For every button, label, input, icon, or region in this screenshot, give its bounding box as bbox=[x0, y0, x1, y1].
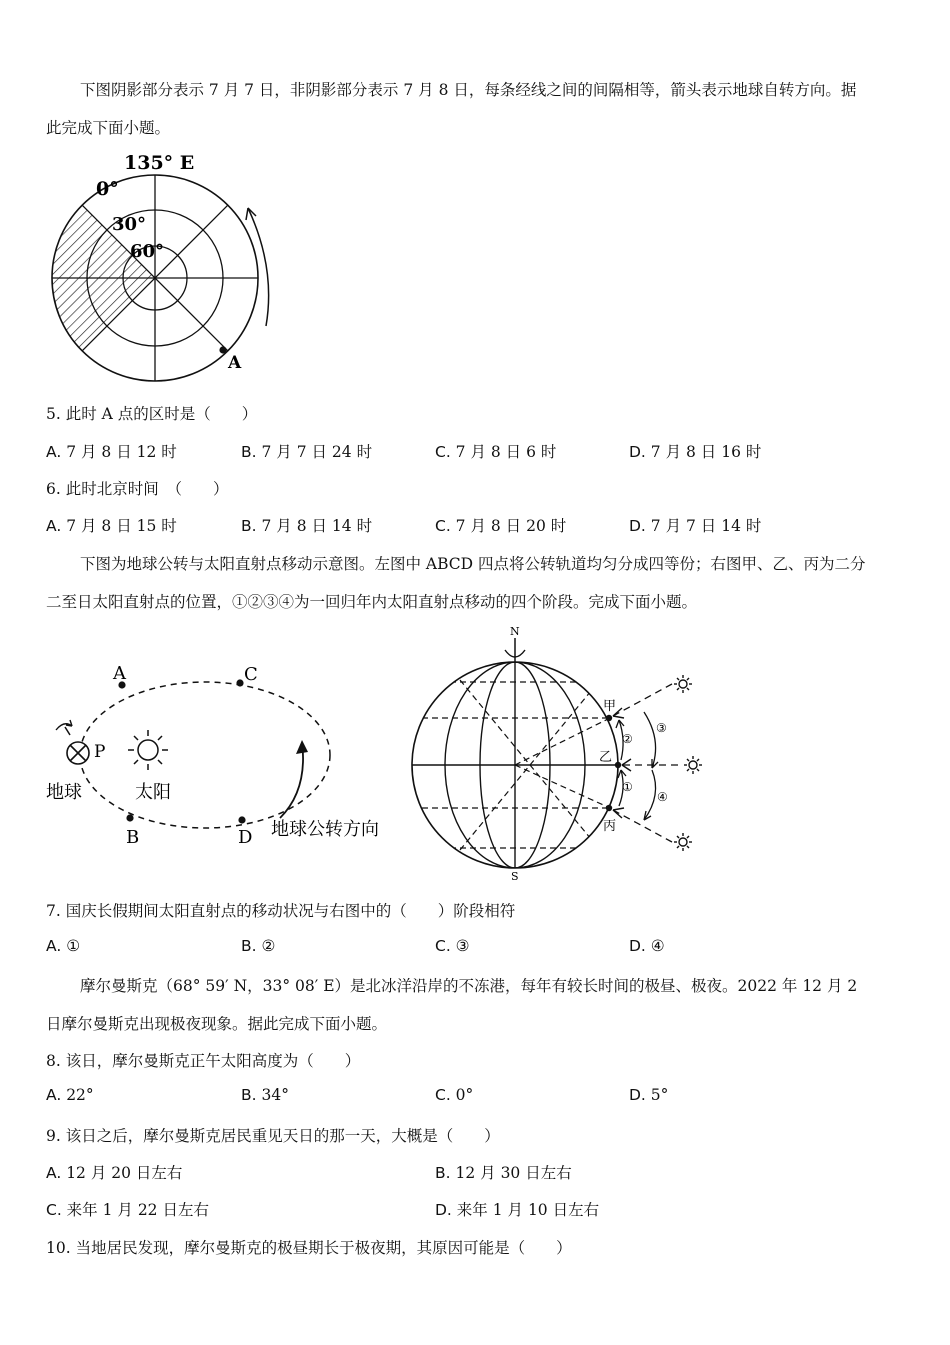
intro3-line1: 摩尔曼斯克（68° 59′ N，33° 08′ E）是北冰洋沿岸的不冻港，每年有较长时间的极昼、极夜。2022 年 12 月 2 bbox=[80, 977, 858, 995]
stage-label-3: ③ bbox=[656, 721, 667, 735]
earth-label: 地球 bbox=[46, 782, 82, 803]
q10-stem: 10. 当地居民发现，摩尔曼斯克的极昼期长于极夜期，其原因可能是（ ） bbox=[46, 1239, 572, 1257]
q5-option-b[interactable]: B. 7 月 7 日 24 时 bbox=[241, 443, 373, 461]
intro1-line1: 下图阴影部分表示 7 月 7 日，非阴影部分表示 7 月 8 日，每条经线之间的间隔相等，箭头表示地球自转方向。据 bbox=[80, 81, 857, 99]
lat-30-label: 30° bbox=[112, 214, 147, 235]
point-a-dot bbox=[219, 346, 226, 353]
q8-option-a[interactable]: A. 22° bbox=[46, 1086, 94, 1104]
q8-option-b[interactable]: B. 34° bbox=[241, 1086, 289, 1104]
orbit-label-b: B bbox=[126, 827, 140, 848]
point-yi-dot bbox=[615, 762, 621, 768]
q9-stem: 9. 该日之后，摩尔曼斯克居民重见天日的那一天，大概是（ ） bbox=[46, 1127, 500, 1145]
orbit-label-p: P bbox=[94, 742, 106, 762]
stage-arc-3 bbox=[644, 712, 656, 768]
sun-ray-to-bing bbox=[515, 765, 610, 808]
point-bing-dot bbox=[606, 805, 612, 811]
intro2-line1: 下图为地球公转与太阳直射点移动示意图。左图中 ABCD 四点将公转轨道均匀分成四等份；右图甲、乙、丙为二分 bbox=[80, 555, 866, 573]
sun-label: 太阳 bbox=[135, 782, 171, 803]
stage-label-1: ① bbox=[622, 780, 633, 794]
sun-icon bbox=[684, 756, 702, 774]
revolution-direction-arrow bbox=[280, 742, 303, 818]
q7-stem: 7. 国庆长假期间太阳直射点的移动状况与右图中的（ ）阶段相符 bbox=[46, 902, 516, 920]
stage-label-2: ② bbox=[622, 732, 633, 746]
sun-icon bbox=[674, 833, 692, 851]
rotation-arrow bbox=[248, 208, 269, 326]
point-jia-dot bbox=[606, 715, 612, 721]
q6-stem: 6. 此时北京时间 （ ） bbox=[46, 480, 229, 498]
orbit-ellipse bbox=[80, 682, 330, 828]
q7-option-d[interactable]: D. ④ bbox=[629, 937, 665, 955]
q7-option-b[interactable]: B. ② bbox=[241, 937, 276, 955]
q7-option-a[interactable]: A. ① bbox=[46, 937, 81, 955]
q8-option-c[interactable]: C. 0° bbox=[435, 1086, 474, 1104]
incoming-ray-top bbox=[613, 684, 672, 716]
globe-subsolar-figure bbox=[400, 620, 730, 882]
revolution-arrowhead-icon bbox=[296, 740, 308, 754]
polar-projection-figure bbox=[40, 148, 290, 388]
stage-label-4: ④ bbox=[657, 790, 668, 804]
q6-option-d[interactable]: D. 7 月 7 日 14 时 bbox=[629, 517, 762, 535]
point-c-dot bbox=[236, 679, 243, 686]
label-bing: 丙 bbox=[603, 819, 617, 834]
q5-option-a[interactable]: A. 7 月 8 日 12 时 bbox=[46, 443, 177, 461]
point-b-dot bbox=[126, 814, 133, 821]
point-a-label: A bbox=[228, 353, 242, 373]
q8-stem: 8. 该日，摩尔曼斯克正午太阳高度为（ ） bbox=[46, 1052, 361, 1070]
lat-0-label: 0° bbox=[96, 178, 119, 200]
intro3-line2: 日摩尔曼斯克出现极夜现象。据此完成下面小题。 bbox=[46, 1015, 388, 1033]
lat-60-label: 60° bbox=[130, 241, 165, 262]
label-jia: 甲 bbox=[603, 699, 617, 714]
q9-option-b[interactable]: B. 12 月 30 日左右 bbox=[435, 1164, 572, 1182]
q9-option-a[interactable]: A. 12 月 20 日左右 bbox=[46, 1164, 183, 1182]
orbit-label-c: C bbox=[244, 664, 258, 685]
q5-stem: 5. 此时 A 点的区时是（ ） bbox=[46, 405, 258, 423]
q9-option-d[interactable]: D. 来年 1 月 10 日左右 bbox=[435, 1201, 600, 1219]
q5-option-d[interactable]: D. 7 月 8 日 16 时 bbox=[629, 443, 762, 461]
orbit-label-a: A bbox=[113, 663, 126, 684]
label-yi: 乙 bbox=[599, 750, 613, 765]
incoming-ray-bottom bbox=[613, 810, 672, 842]
q6-option-a[interactable]: A. 7 月 8 日 15 时 bbox=[46, 517, 177, 535]
orbit-label-d: D bbox=[238, 827, 253, 848]
q8-option-d[interactable]: D. 5° bbox=[629, 1086, 669, 1104]
north-pole-label: N bbox=[510, 625, 520, 638]
q9-option-c[interactable]: C. 来年 1 月 22 日左右 bbox=[46, 1201, 209, 1219]
south-pole-label: S bbox=[511, 870, 519, 882]
earth-icon bbox=[56, 720, 89, 764]
sun-icon bbox=[128, 730, 168, 770]
intro2-line2: 二至日太阳直射点的位置，①②③④为一回归年内太阳直射点移动的四个阶段。完成下面小题。 bbox=[46, 593, 698, 611]
lon-135e-label: 135° E bbox=[124, 152, 195, 174]
q7-option-c[interactable]: C. ③ bbox=[435, 937, 470, 955]
sun-icon bbox=[674, 675, 692, 693]
point-d-dot bbox=[238, 816, 245, 823]
intro1-line2: 此完成下面小题。 bbox=[46, 119, 171, 137]
orbit-figure bbox=[40, 660, 410, 855]
q5-option-c[interactable]: C. 7 月 8 日 6 时 bbox=[435, 443, 557, 461]
q6-option-b[interactable]: B. 7 月 8 日 14 时 bbox=[241, 517, 373, 535]
q6-option-c[interactable]: C. 7 月 8 日 20 时 bbox=[435, 517, 567, 535]
revolution-direction-label: 地球公转方向 bbox=[271, 819, 379, 840]
